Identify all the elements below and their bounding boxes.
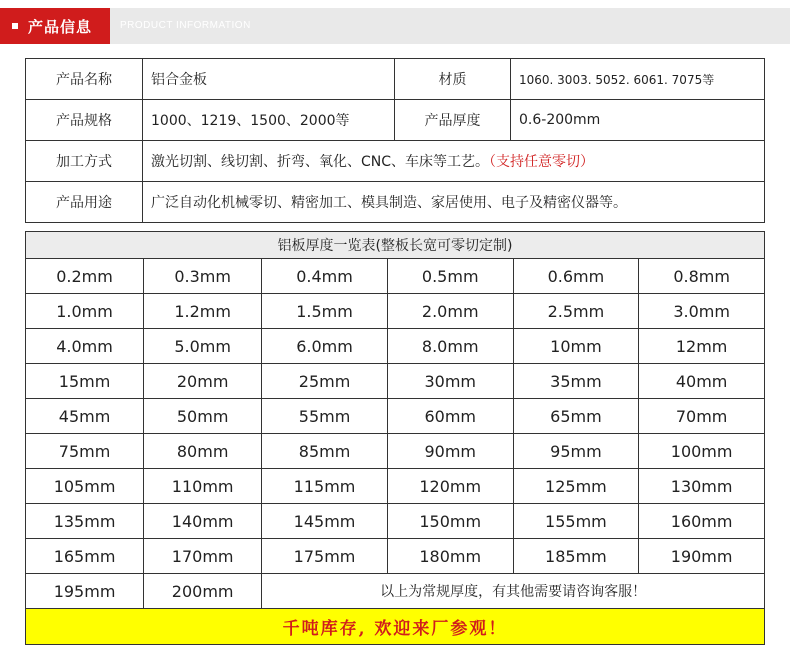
thickness-cell: 12mm [639,329,765,364]
thickness-cell: 1.0mm [26,294,144,329]
table-row [26,364,765,399]
thickness-cell: 0.4mm [262,259,388,294]
thickness-cell: 90mm [387,434,513,469]
thickness-cell: 0.2mm [26,259,144,294]
spec-value: 1000、1219、1500、2000等 [143,100,395,141]
thickness-cell: 20mm [144,364,262,399]
thickness-cell: 35mm [513,364,639,399]
thickness-value: 0.6-200mm [511,100,765,141]
thickness-cell: 65mm [513,399,639,434]
thickness-cell: 70mm [639,399,765,434]
thickness-cell: 5.0mm [144,329,262,364]
thickness-cell: 170mm [144,539,262,574]
thickness-cell: 125mm [513,469,639,504]
thickness-table-title: 铝板厚度一览表(整板长宽可零切定制) [26,232,765,259]
thickness-title-row [26,232,765,259]
thickness-cell: 185mm [513,539,639,574]
table-note: 以上为常规厚度，有其他需要请咨询客服！ [262,574,765,609]
thickness-cell: 45mm [26,399,144,434]
square-bullet-icon [12,23,18,29]
thickness-cell: 1.2mm [144,294,262,329]
product-info-table [25,58,765,223]
thickness-cell: 0.8mm [639,259,765,294]
thickness-cell: 130mm [639,469,765,504]
thickness-cell: 3.0mm [639,294,765,329]
thickness-cell: 155mm [513,504,639,539]
usage-label: 产品用途 [26,182,143,223]
stock-banner: 千吨库存, 欢迎来厂参观！ [26,609,765,645]
thickness-cell: 180mm [387,539,513,574]
thickness-cell: 175mm [262,539,388,574]
thickness-cell: 110mm [144,469,262,504]
thickness-cell: 140mm [144,504,262,539]
thickness-cell: 4.0mm [26,329,144,364]
thickness-cell: 75mm [26,434,144,469]
thickness-cell: 165mm [26,539,144,574]
table-row [26,434,765,469]
table-row [26,469,765,504]
thickness-cell: 100mm [639,434,765,469]
info-row [26,100,765,141]
table-row [26,259,765,294]
info-row [26,141,765,182]
section-title: 产品信息 [28,17,93,36]
thickness-cell: 160mm [639,504,765,539]
thickness-label: 产品厚度 [395,100,511,141]
info-row [26,59,765,100]
table-row [26,539,765,574]
thickness-cell: 60mm [387,399,513,434]
thickness-cell: 190mm [639,539,765,574]
thickness-cell: 105mm [26,469,144,504]
table-row [26,504,765,539]
thickness-cell: 120mm [387,469,513,504]
info-row [26,182,765,223]
thickness-cell: 115mm [262,469,388,504]
thickness-cell: 200mm [144,574,262,609]
thickness-cell: 15mm [26,364,144,399]
material-label: 材质 [395,59,511,100]
table-row [26,574,765,609]
thickness-cell: 25mm [262,364,388,399]
thickness-cell: 0.6mm [513,259,639,294]
process-value: 激光切割、线切割、折弯、氧化、CNC、车床等工艺。 [151,154,490,170]
thickness-cell: 2.5mm [513,294,639,329]
thickness-cell: 80mm [144,434,262,469]
thickness-cell: 150mm [387,504,513,539]
thickness-cell: 0.3mm [144,259,262,294]
section-subtitle: PRODUCT INFORMATION [120,20,251,31]
table-row [26,294,765,329]
thickness-cell: 2.0mm [387,294,513,329]
banner-row [26,609,765,645]
thickness-cell: 50mm [144,399,262,434]
table-row [26,399,765,434]
section-header-tab [0,8,110,44]
thickness-cell: 0.5mm [387,259,513,294]
table-row [26,329,765,364]
thickness-cell: 95mm [513,434,639,469]
usage-value: 广泛自动化机械零切、精密加工、模具制造、家居使用、电子及精密仪器等。 [143,182,765,223]
thickness-cell: 1.5mm [262,294,388,329]
thickness-cell: 135mm [26,504,144,539]
thickness-cell: 30mm [387,364,513,399]
thickness-table [25,231,765,645]
thickness-cell: 10mm [513,329,639,364]
thickness-cell: 6.0mm [262,329,388,364]
thickness-cell: 85mm [262,434,388,469]
material-value: 1060. 3003. 5052. 6061. 7075等 [511,59,765,100]
name-value: 铝合金板 [143,59,395,100]
thickness-cell: 195mm [26,574,144,609]
name-label: 产品名称 [26,59,143,100]
thickness-cell: 145mm [262,504,388,539]
thickness-cell: 8.0mm [387,329,513,364]
process-highlight: （支持任意零切） [489,154,595,170]
thickness-cell: 55mm [262,399,388,434]
process-label: 加工方式 [26,141,143,182]
spec-label: 产品规格 [26,100,143,141]
process-cell [143,141,765,182]
thickness-cell: 40mm [639,364,765,399]
section-header [0,8,790,44]
